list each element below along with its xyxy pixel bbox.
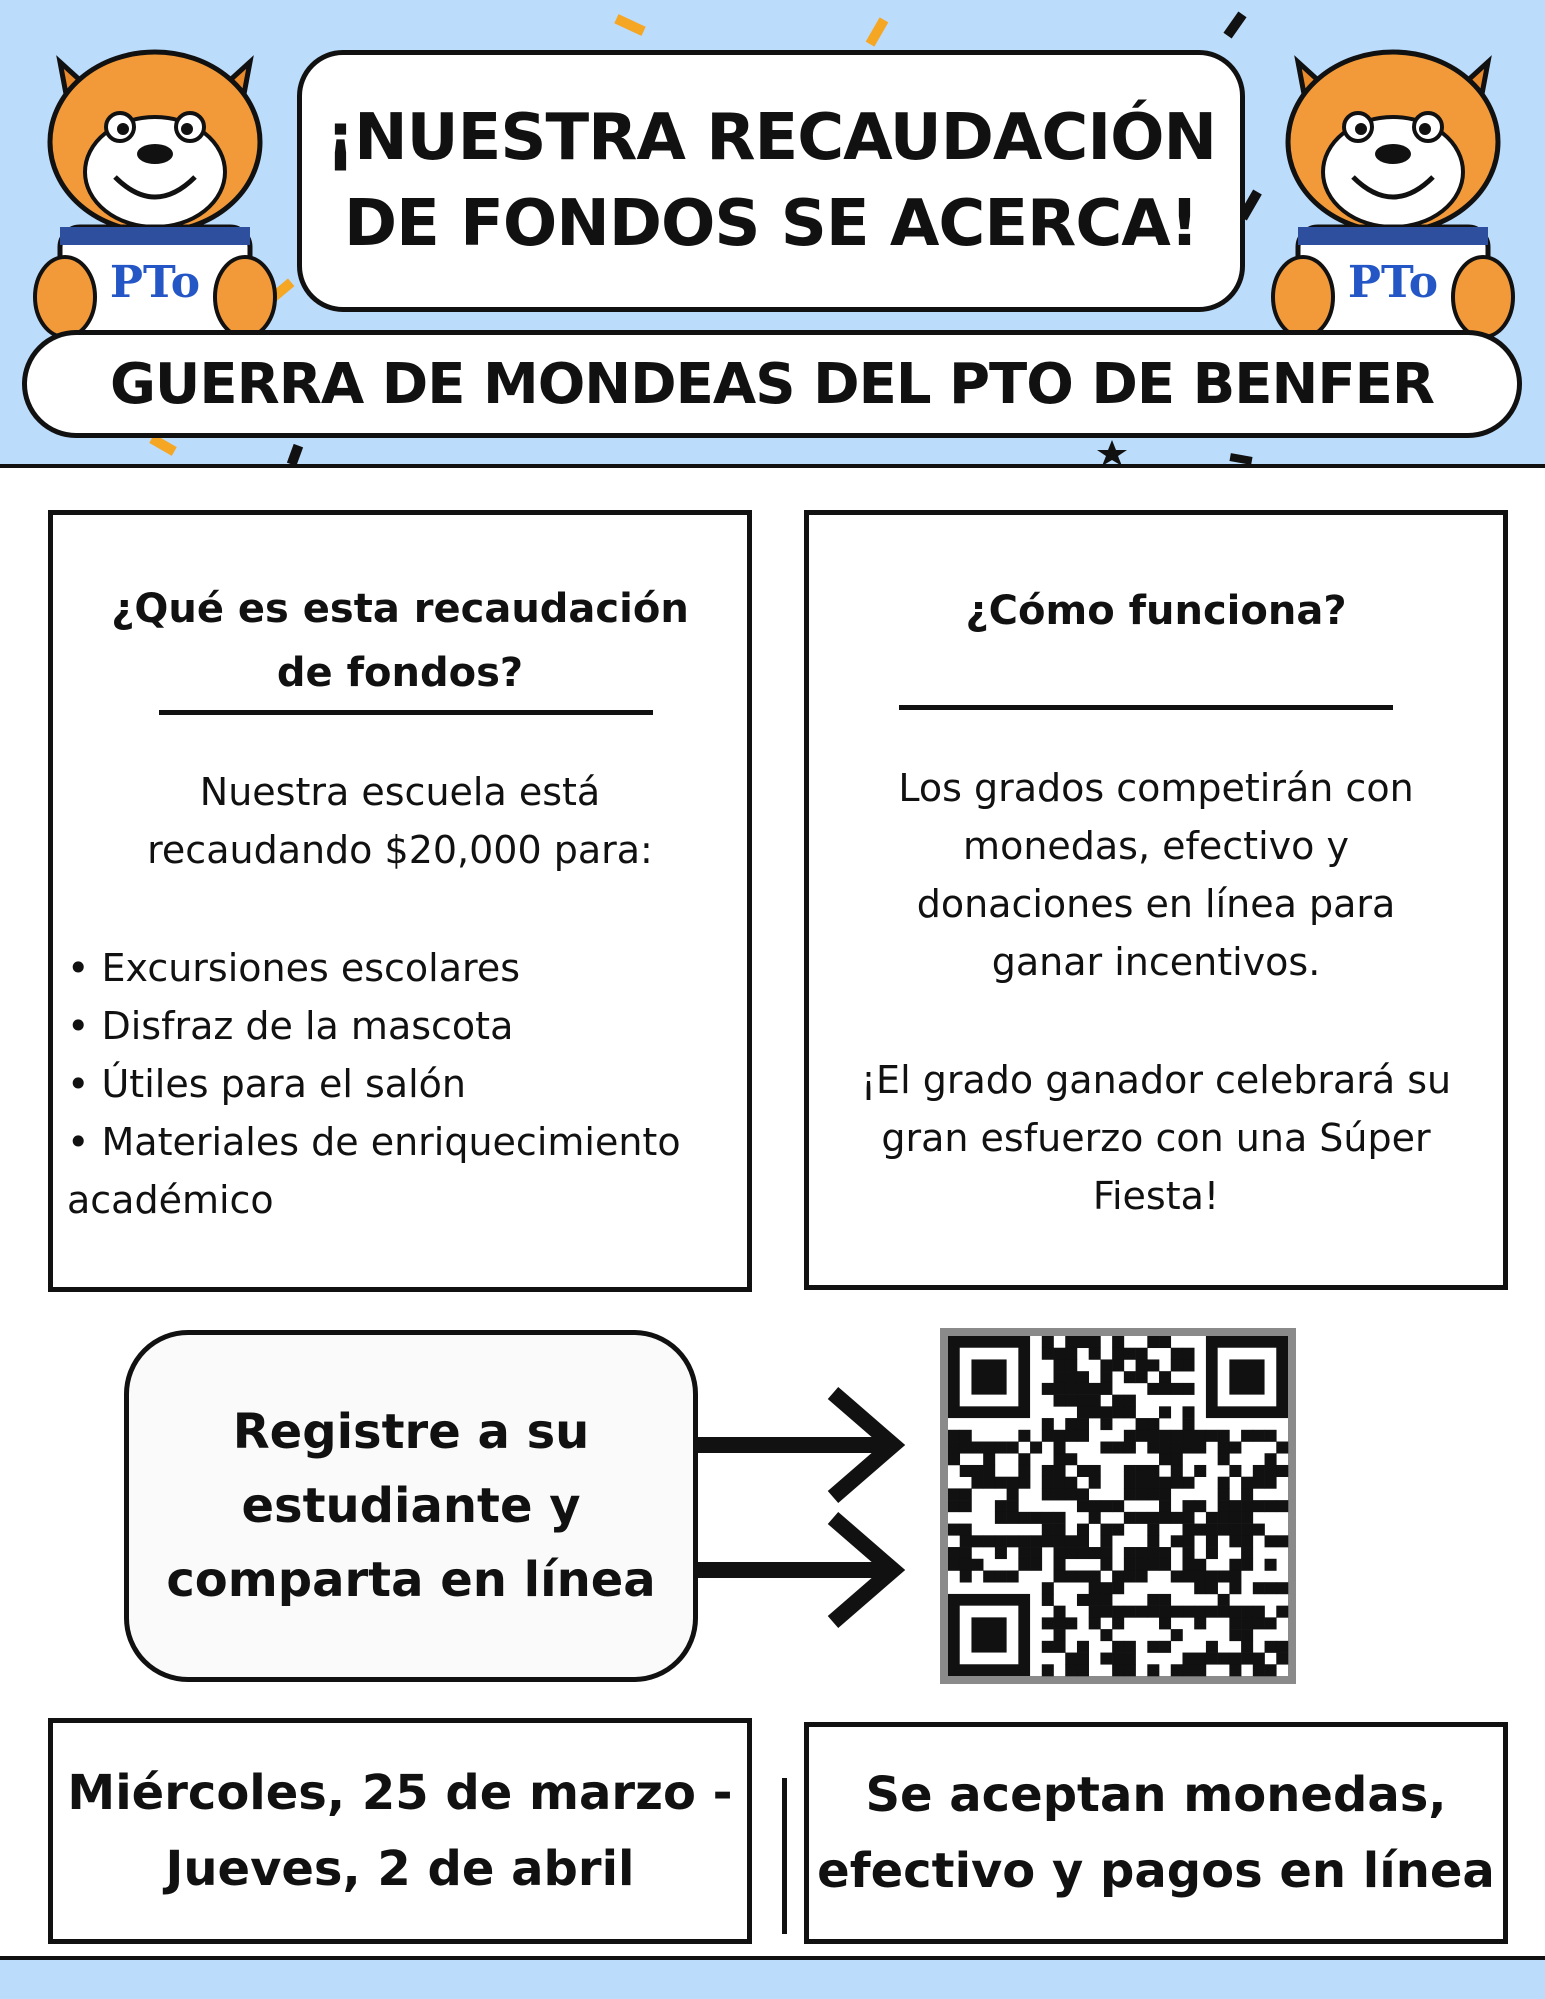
event-name-banner [22,330,1522,438]
register-line-2: estudiante y [241,1478,581,1534]
payments-line-1: Se aceptan monedas, [865,1767,1447,1823]
headline-box [297,50,1245,312]
list-item: • Materiales de enriquecimiento [67,1120,681,1164]
headline-line-1: ¡NUESTRA RECAUDACIÓN [325,101,1217,175]
payments-text [809,1757,1503,1909]
how-it-works-box [804,510,1508,1290]
how-paragraph-2 [809,1051,1503,1225]
how-p1-line-3: donaciones en línea para [916,882,1396,926]
mascot-right-shirt-text: PTo [1347,257,1439,308]
header-band [0,0,1545,468]
what-heading-rule [159,710,653,715]
what-intro-line-2: recaudando $20,000 para: [147,828,653,872]
what-heading-line-1: ¿Qué es esta recaudación [111,586,689,632]
how-paragraph-1 [809,759,1503,991]
divider [782,1778,787,1934]
how-p2-line-1: ¡El grado ganador celebrará su [860,1058,1452,1102]
mascot-left-icon [20,22,290,342]
event-name: GUERRA DE MONDEAS DEL PTO DE BENFER [109,351,1435,417]
dates-text [53,1755,747,1907]
qr-code-icon[interactable] [940,1328,1296,1684]
what-is-it-box [48,510,752,1292]
what-heading [53,577,747,705]
footer-band [0,1956,1545,1999]
how-heading-rule [899,705,1393,710]
arrow-right-icon [698,1510,908,1630]
goals-list [67,939,747,1229]
payments-line-2: efectivo y pagos en línea [817,1843,1495,1899]
how-p1-line-1: Los grados competirán con [898,766,1414,810]
list-item: • Útiles para el salón [67,1062,466,1106]
how-heading: ¿Cómo funciona? [965,588,1347,634]
register-line-3: comparta en línea [166,1552,656,1608]
dates-box [48,1718,752,1944]
list-item: • Excursiones escolares [67,946,520,990]
dates-line-2: Jueves, 2 de abril [165,1841,635,1897]
mascot-left-shirt-text: PTo [109,257,201,308]
dates-line-1: Miércoles, 25 de marzo - [67,1765,733,1821]
payments-box [804,1722,1508,1944]
how-p2-line-3: Fiesta! [1092,1174,1220,1218]
list-item: • Disfraz de la mascota [67,1004,514,1048]
headline-line-2: DE FONDOS SE ACERCA! [344,187,1198,261]
register-callout [124,1330,698,1682]
what-heading-line-2: de fondos? [276,650,524,696]
register-text [166,1395,655,1617]
register-line-1: Registre a su [232,1404,590,1460]
mascot-right-icon [1258,22,1528,342]
how-p1-line-4: ganar incentivos. [991,940,1321,984]
arrow-right-icon [698,1385,908,1505]
list-item-continuation: académico [67,1178,274,1222]
what-intro [53,763,747,879]
how-p2-line-2: gran esfuerzo con una Súper [881,1116,1431,1160]
what-intro-line-1: Nuestra escuela está [199,770,601,814]
how-p1-line-2: monedas, efectivo y [963,824,1349,868]
